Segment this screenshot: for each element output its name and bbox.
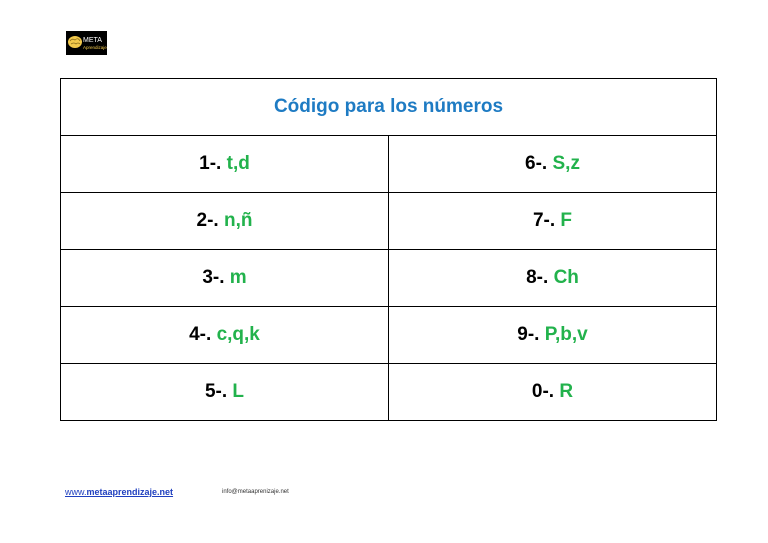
svg-text:Aprendizaje: Aprendizaje: [83, 45, 107, 50]
contact-email: info@metaaprenizaje.net: [222, 489, 289, 495]
number-code-table: [60, 78, 717, 421]
table-row: [61, 136, 717, 193]
code-cell: 5-. L: [61, 364, 389, 421]
code-cell: 0-. R: [389, 364, 717, 421]
code-cell: 8-. Ch: [389, 250, 717, 307]
table-title: Código para los números: [61, 79, 717, 136]
table-row: [61, 364, 717, 421]
code-cell: 6-. S,z: [389, 136, 717, 193]
code-cell: 1-. t,d: [61, 136, 389, 193]
brand-logo: [66, 31, 107, 55]
table-row: [61, 250, 717, 307]
code-cell: 4-. c,q,k: [61, 307, 389, 364]
code-cell: 9-. P,b,v: [389, 307, 717, 364]
table-row: [61, 307, 717, 364]
table-row: [61, 193, 717, 250]
brain-icon: [68, 36, 82, 48]
website-link[interactable]: www.metaaprendizaje.net: [65, 487, 174, 497]
code-cell: 7-. F: [389, 193, 717, 250]
code-cell: 2-. n,ñ: [61, 193, 389, 250]
code-cell: 3-. m: [61, 250, 389, 307]
svg-text:META: META: [83, 37, 102, 44]
